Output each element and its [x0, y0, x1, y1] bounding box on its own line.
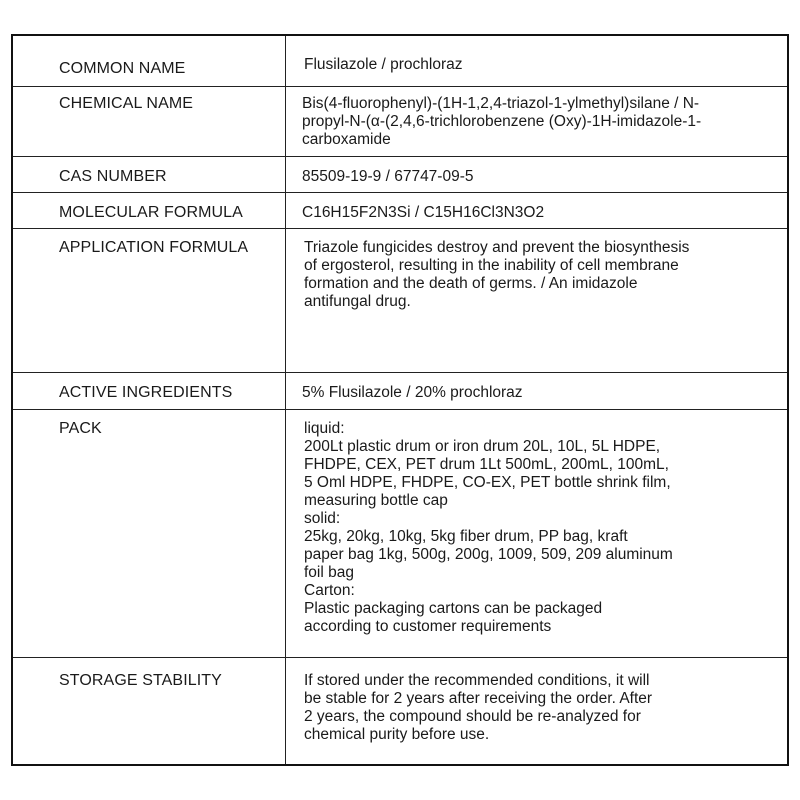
text-line: be stable for 2 years after receiving the order. After — [304, 690, 653, 707]
text-line: Triazole fungicides destroy and prevent the biosynthesis — [304, 239, 690, 256]
label-cas-number: CAS NUMBER — [59, 168, 167, 185]
text-line: Carton: — [304, 582, 355, 599]
label-pack: PACK — [59, 420, 102, 437]
label-chemical-name: CHEMICAL NAME — [59, 95, 194, 112]
value-common-name: Flusilazole / prochloraz — [304, 56, 463, 73]
text-line: antifungal drug. — [304, 293, 411, 310]
value-chemical-name — [302, 95, 782, 149]
text-line: liquid: — [304, 420, 345, 437]
value-cas-number: 85509-19-9 / 67747-09-5 — [302, 168, 474, 185]
text-line: FHDPE, CEX, PET drum 1Lt 500mL, 200mL, 100mL, — [304, 456, 669, 473]
row-cas-number — [13, 156, 787, 192]
row-molecular-formula — [13, 192, 787, 228]
row-storage-stability — [13, 657, 787, 764]
label-application-formula: APPLICATION FORMULA — [59, 239, 249, 256]
value-application-formula — [304, 239, 784, 311]
text-line: of ergosterol, resulting in the inability of cell membrane — [304, 257, 679, 274]
text-line: 25kg, 20kg, 10kg, 5kg fiber drum, PP bag, kraft — [304, 528, 628, 545]
text-line: formation and the death of germs. / An imidazole — [304, 275, 638, 292]
text-line: measuring bottle cap — [304, 492, 448, 509]
text-line: paper bag 1kg, 500g, 200g, 1009, 509, 209 aluminum — [304, 546, 673, 563]
text-line: If stored under the recommended conditions, it will — [304, 672, 650, 689]
text-line: solid: — [304, 510, 341, 527]
value-molecular-formula: C16H15F2N3Si / C15H16Cl3N3O2 — [302, 204, 545, 221]
value-pack — [304, 420, 784, 636]
row-chemical-name — [13, 86, 787, 156]
text-line: chemical purity before use. — [304, 726, 490, 743]
label-active-ingredients: ACTIVE INGREDIENTS — [59, 384, 233, 401]
text-line: 5 Oml HDPE, FHDPE, CO-EX, PET bottle shrink film, — [304, 474, 671, 491]
text-line: foil bag — [304, 564, 354, 581]
text-line: Plastic packaging cartons can be packaged — [304, 600, 603, 617]
text-line: propyl-N-(α-(2,4,6-trichlorobenzene (Oxy)-1H-imidazole-1- — [302, 113, 702, 130]
row-application-formula — [13, 228, 787, 372]
value-storage-stability — [304, 672, 784, 744]
label-common-name: COMMON NAME — [59, 60, 186, 77]
label-storage-stability: STORAGE STABILITY — [59, 672, 222, 689]
text-line: 2 years, the compound should be re-analyzed for — [304, 708, 641, 725]
label-molecular-formula: MOLECULAR FORMULA — [59, 204, 243, 221]
text-line: according to customer requirements — [304, 618, 552, 635]
text-line: carboxamide — [302, 131, 391, 148]
row-common-name — [13, 36, 787, 86]
text-line: Bis(4-fluorophenyl)-(1H-1,2,4-triazol-1-ylmethyl)silane / N- — [302, 95, 700, 112]
value-active-ingredients: 5% Flusilazole / 20% prochloraz — [302, 384, 523, 401]
text-line: 200Lt plastic drum or iron drum 20L, 10L, 5L HDPE, — [304, 438, 661, 455]
spec-table — [11, 34, 789, 766]
row-pack — [13, 409, 787, 657]
row-active-ingredients — [13, 372, 787, 409]
